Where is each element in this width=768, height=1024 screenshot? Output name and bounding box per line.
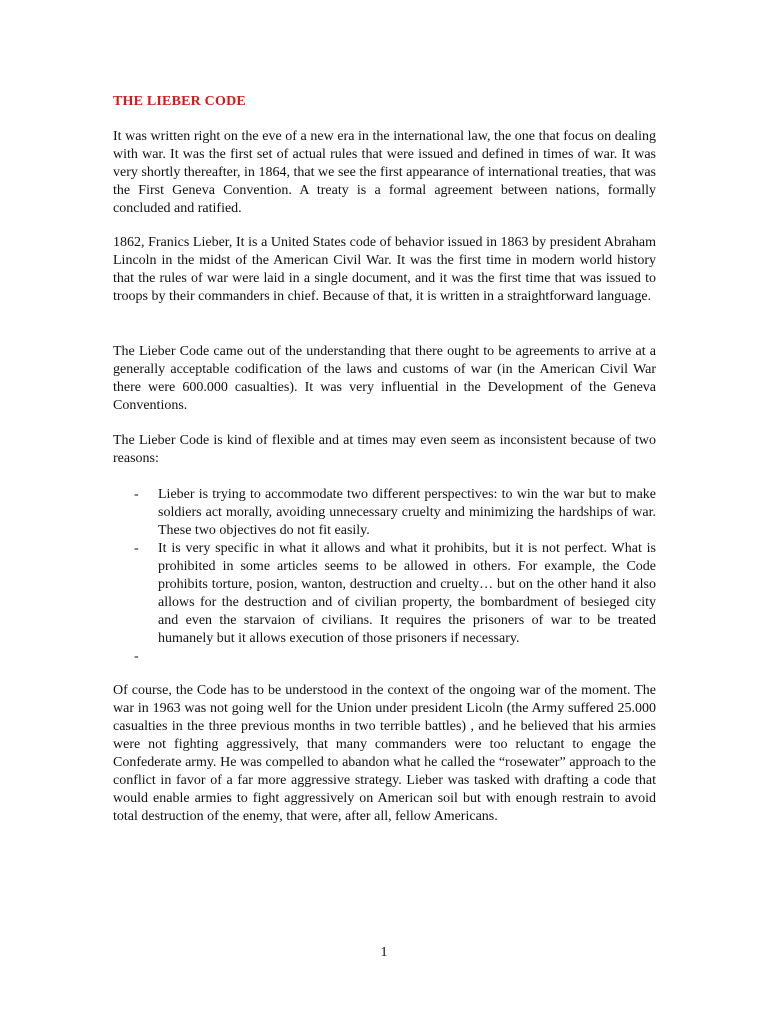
list-item <box>113 540 656 648</box>
document-title: THE LIEBER CODE <box>113 94 246 109</box>
list-item <box>113 648 656 666</box>
paragraph-intro: It was written right on the eve of a new era in the international law, the one that focus on dealing with war. It was the first set of actual rules that were issued and defined in times of war. It was very shortly thereafter, in 1864, that we see the first appearance of international treaties, that was the First Geneva Convention. A treaty is a formal agreement between nations, formally concluded and ratified. <box>113 129 656 216</box>
bullet-dash: - <box>134 487 139 502</box>
paragraph-flexible: The Lieber Code is kind of flexible and at times may even seem as inconsistent because of two reasons: <box>113 433 656 466</box>
list-item <box>113 486 656 540</box>
reasons-list <box>113 486 656 666</box>
list-item-text: It is very specific in what it allows and what it prohibits, but it is not perfect. What is prohibited in some articles seems to be allowed in others. For example, the Code prohibits torture, posion, wanton, destruction and cruelty… but on the other hand it also allows for the destruction and of civilian property, the bombardment of besieged city and even the starvaion of civilians. It requires the prisoners of war to be treated humanely but it allows execution of those prisoners if necessary. <box>158 541 656 646</box>
page-number: 1 <box>380 945 388 960</box>
paragraph-context: Of course, the Code has to be understood in the context of the ongoing war of the moment. The war in 1963 was not going well for the Union under president Licoln (the Army suffered 25.000 casualties in the three previous months in two terrible battles) , and he believed that his armies were not fighting aggressively, that many commanders were too reluctant to engage the Confederate army. He was compelled to abandon what he called the “rosewater” approach to the conflict in favor of a far more aggressive strategy. Lieber was tasked with drafting a code that would enable armies to fight aggressively on American soil but with enough restrain to avoid total destruction of the enemy, that were, after all, fellow Americans. <box>113 683 656 824</box>
paragraph-understanding: The Lieber Code came out of the understanding that there ought to be agreements to arrive at a generally acceptable codification of the laws and customs of war (in the American Civil War there were 600.000 casualties). It was very influential in the Development of the Geneva Conventions. <box>113 344 656 413</box>
paragraph-history: 1862, Franics Lieber, It is a United States code of behavior issued in 1863 by president Abraham Lincoln in the midst of the American Civil War. It was the first time in modern world history that the rules of war were laid in a single document, and it was the first time that was issued to troops by their commanders in chief. Because of that, it is written in a straightforward language. <box>113 235 656 304</box>
bullet-dash: - <box>134 541 139 556</box>
list-item-text: Lieber is trying to accommodate two different perspectives: to win the war but to make soldiers act morally, avoiding unnecessary cruelty and minimizing the hardships of war. These two objectives do not fit easily. <box>158 487 656 538</box>
bullet-dash: - <box>134 649 139 664</box>
